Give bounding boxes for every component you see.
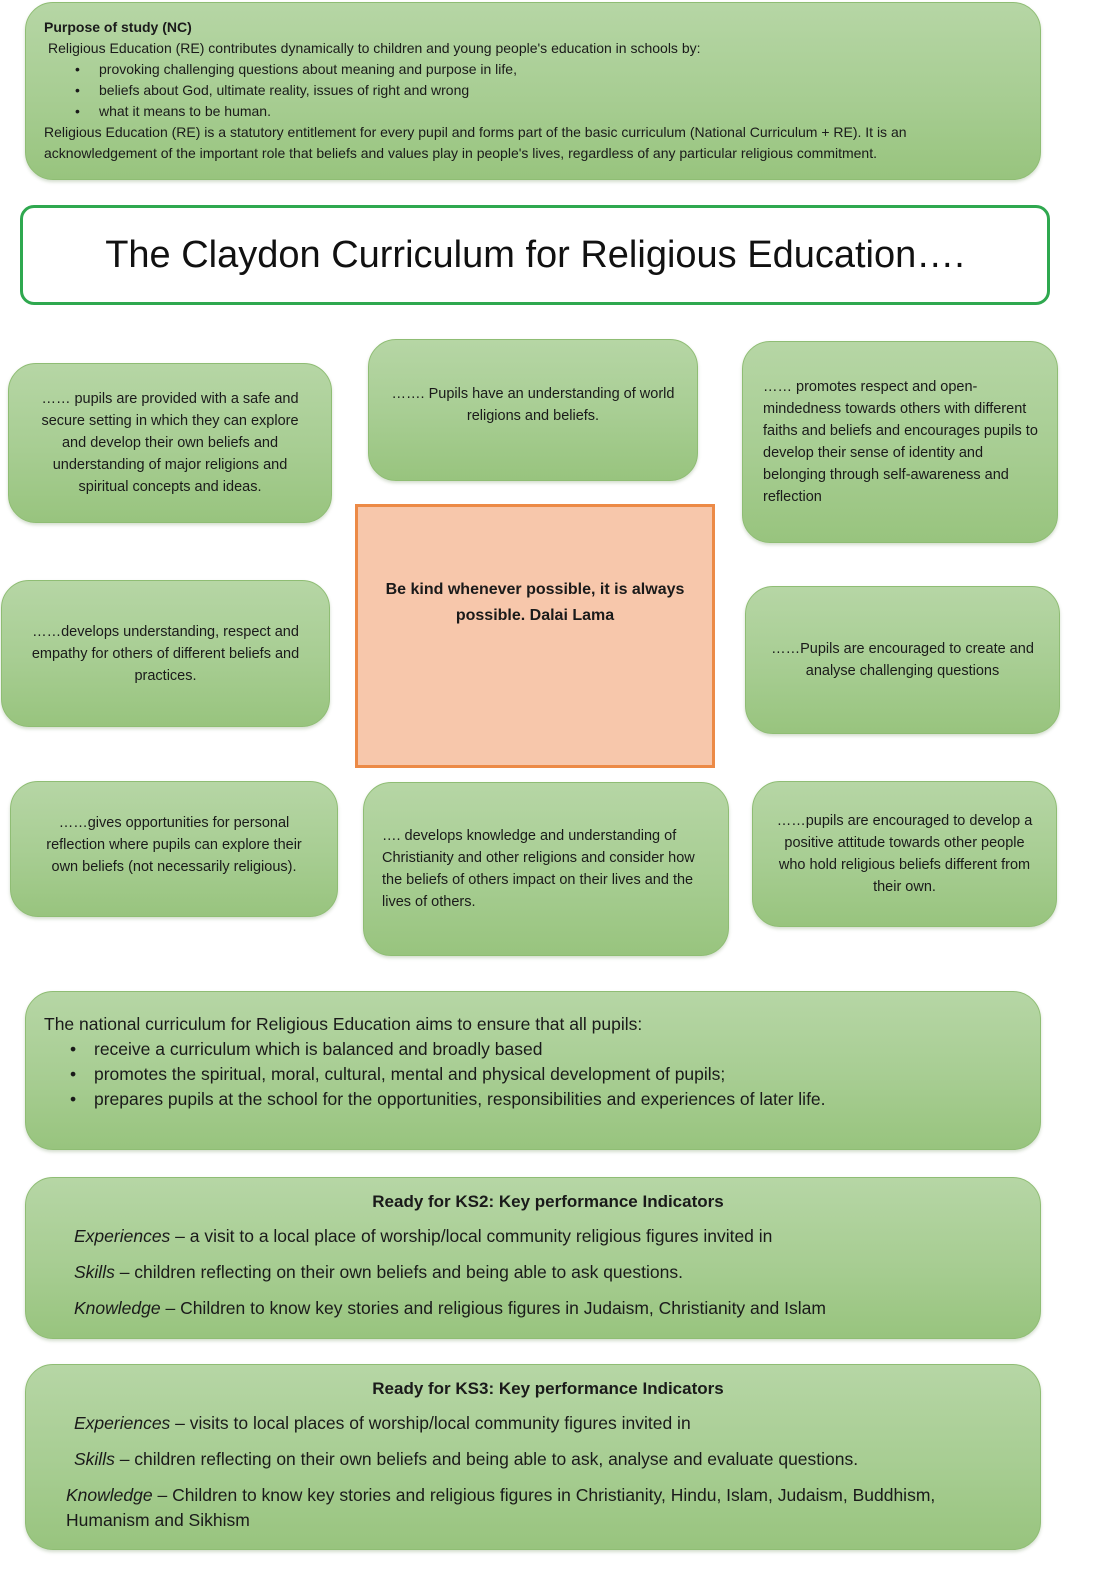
card-world-religions [368, 339, 698, 481]
ks3-skills-text: – children reflecting on their own beliefs and being able to ask, analyse and evaluate questions. [114, 1449, 859, 1469]
ks3-knowledge-label: Knowledge [66, 1485, 153, 1505]
page-title: The Claydon Curriculum for Religious Education…. [105, 233, 965, 276]
purpose-of-study-panel [25, 2, 1041, 180]
ks3-knowledge [66, 1483, 1022, 1533]
ks2-knowledge [74, 1296, 1022, 1321]
ks2-title: Ready for KS2: Key performance Indicators [372, 1192, 724, 1211]
ks3-experiences [74, 1411, 1022, 1436]
quote-box [355, 504, 715, 768]
page-title-box [20, 205, 1050, 305]
purpose-heading: Purpose of study (NC) [44, 19, 192, 35]
card-attitude [752, 781, 1057, 927]
ks3-skills-label: Skills [74, 1449, 115, 1469]
ks2-knowledge-label: Knowledge [74, 1298, 161, 1318]
card-reflection [10, 781, 338, 917]
card-text: ……develops understanding, respect and empathy for others of different beliefs and practices. [31, 623, 300, 684]
purpose-bullet: • what it means to be human. [99, 101, 1022, 122]
card-safe-setting [8, 363, 332, 523]
card-text: …… pupils are provided with a safe and secure setting in which they can explore and develop their own beliefs and understanding of major religions and spiritual concepts and ideas. [41, 391, 299, 495]
aims-panel [25, 991, 1041, 1150]
ks2-skills [74, 1260, 1022, 1285]
card-text: ……pupils are encouraged to develop a positive attitude towards other people who hold religious beliefs different from their own. [776, 813, 1033, 895]
ks2-knowledge-text: – Children to know key stories and religious figures in Judaism, Christianity and Islam [160, 1298, 826, 1318]
quote-text: Be kind whenever possible, it is always possible. Dalai Lama [385, 581, 685, 624]
ks2-experiences-text: – a visit to a local place of worship/local community religious figures invited in [170, 1226, 773, 1246]
purpose-bullet: • provoking challenging questions about meaning and purpose in life, [99, 59, 1022, 80]
card-text: ……. Pupils have an understanding of world religions and beliefs. [391, 386, 675, 424]
ks2-skills-text: – children reflecting on their own beliefs and being able to ask questions. [114, 1262, 683, 1282]
aims-intro: The national curriculum for Religious Education aims to ensure that all pupils: [44, 1014, 643, 1034]
ks3-experiences-label: Experiences [74, 1413, 171, 1433]
ks2-panel [25, 1177, 1041, 1339]
ks3-skills [74, 1447, 1022, 1472]
purpose-bullet-list [44, 59, 1022, 122]
ks2-skills-label: Skills [74, 1262, 115, 1282]
card-text: ……gives opportunities for personal reflection where pupils can explore their own beliefs (not necessarily religious). [46, 815, 302, 875]
ks2-experiences [74, 1224, 1022, 1249]
ks2-experiences-label: Experiences [74, 1226, 171, 1246]
card-text: …. develops knowledge and understanding of Christianity and other religions and consider how the beliefs of others impact on their lives and the lives of others. [382, 828, 695, 910]
aims-bullet-list [44, 1037, 1022, 1112]
ks3-knowledge-text: – Children to know key stories and religious figures in Christianity, Hindu, Islam, Judaism, Buddhism, Humanism and Sikhism [66, 1485, 936, 1530]
card-respect [742, 341, 1058, 543]
card-questions [745, 586, 1060, 734]
ks3-panel [25, 1364, 1041, 1550]
card-text: ……Pupils are encouraged to create and analyse challenging questions [771, 641, 1034, 679]
card-empathy [1, 580, 330, 727]
aims-bullet: • promotes the spiritual, moral, cultural, mental and physical development of pupils; [94, 1062, 1022, 1087]
ks3-title: Ready for KS3: Key performance Indicators [372, 1379, 724, 1398]
card-knowledge [363, 782, 729, 956]
purpose-bullet: • beliefs about God, ultimate reality, issues of right and wrong [99, 80, 1022, 101]
aims-bullet: • receive a curriculum which is balanced and broadly based [94, 1037, 1022, 1062]
ks3-experiences-text: – visits to local places of worship/local community figures invited in [170, 1413, 691, 1433]
purpose-intro: Religious Education (RE) contributes dynamically to children and young people's education in schools by: [48, 40, 701, 56]
purpose-statement: Religious Education (RE) is a statutory entitlement for every pupil and forms part of the basic curriculum (National Curriculum + RE). It is an acknowledgement of the important role that beliefs and values play in people's lives, regardless of any particular religious commitment. [44, 124, 907, 161]
card-text: …… promotes respect and open-mindedness towards others with different faiths and beliefs and encourages pupils to develop their sense of identity and belonging through self-awareness and reflection [763, 379, 1038, 505]
aims-bullet: • prepares pupils at the school for the opportunities, responsibilities and experiences of later life. [94, 1087, 1022, 1112]
